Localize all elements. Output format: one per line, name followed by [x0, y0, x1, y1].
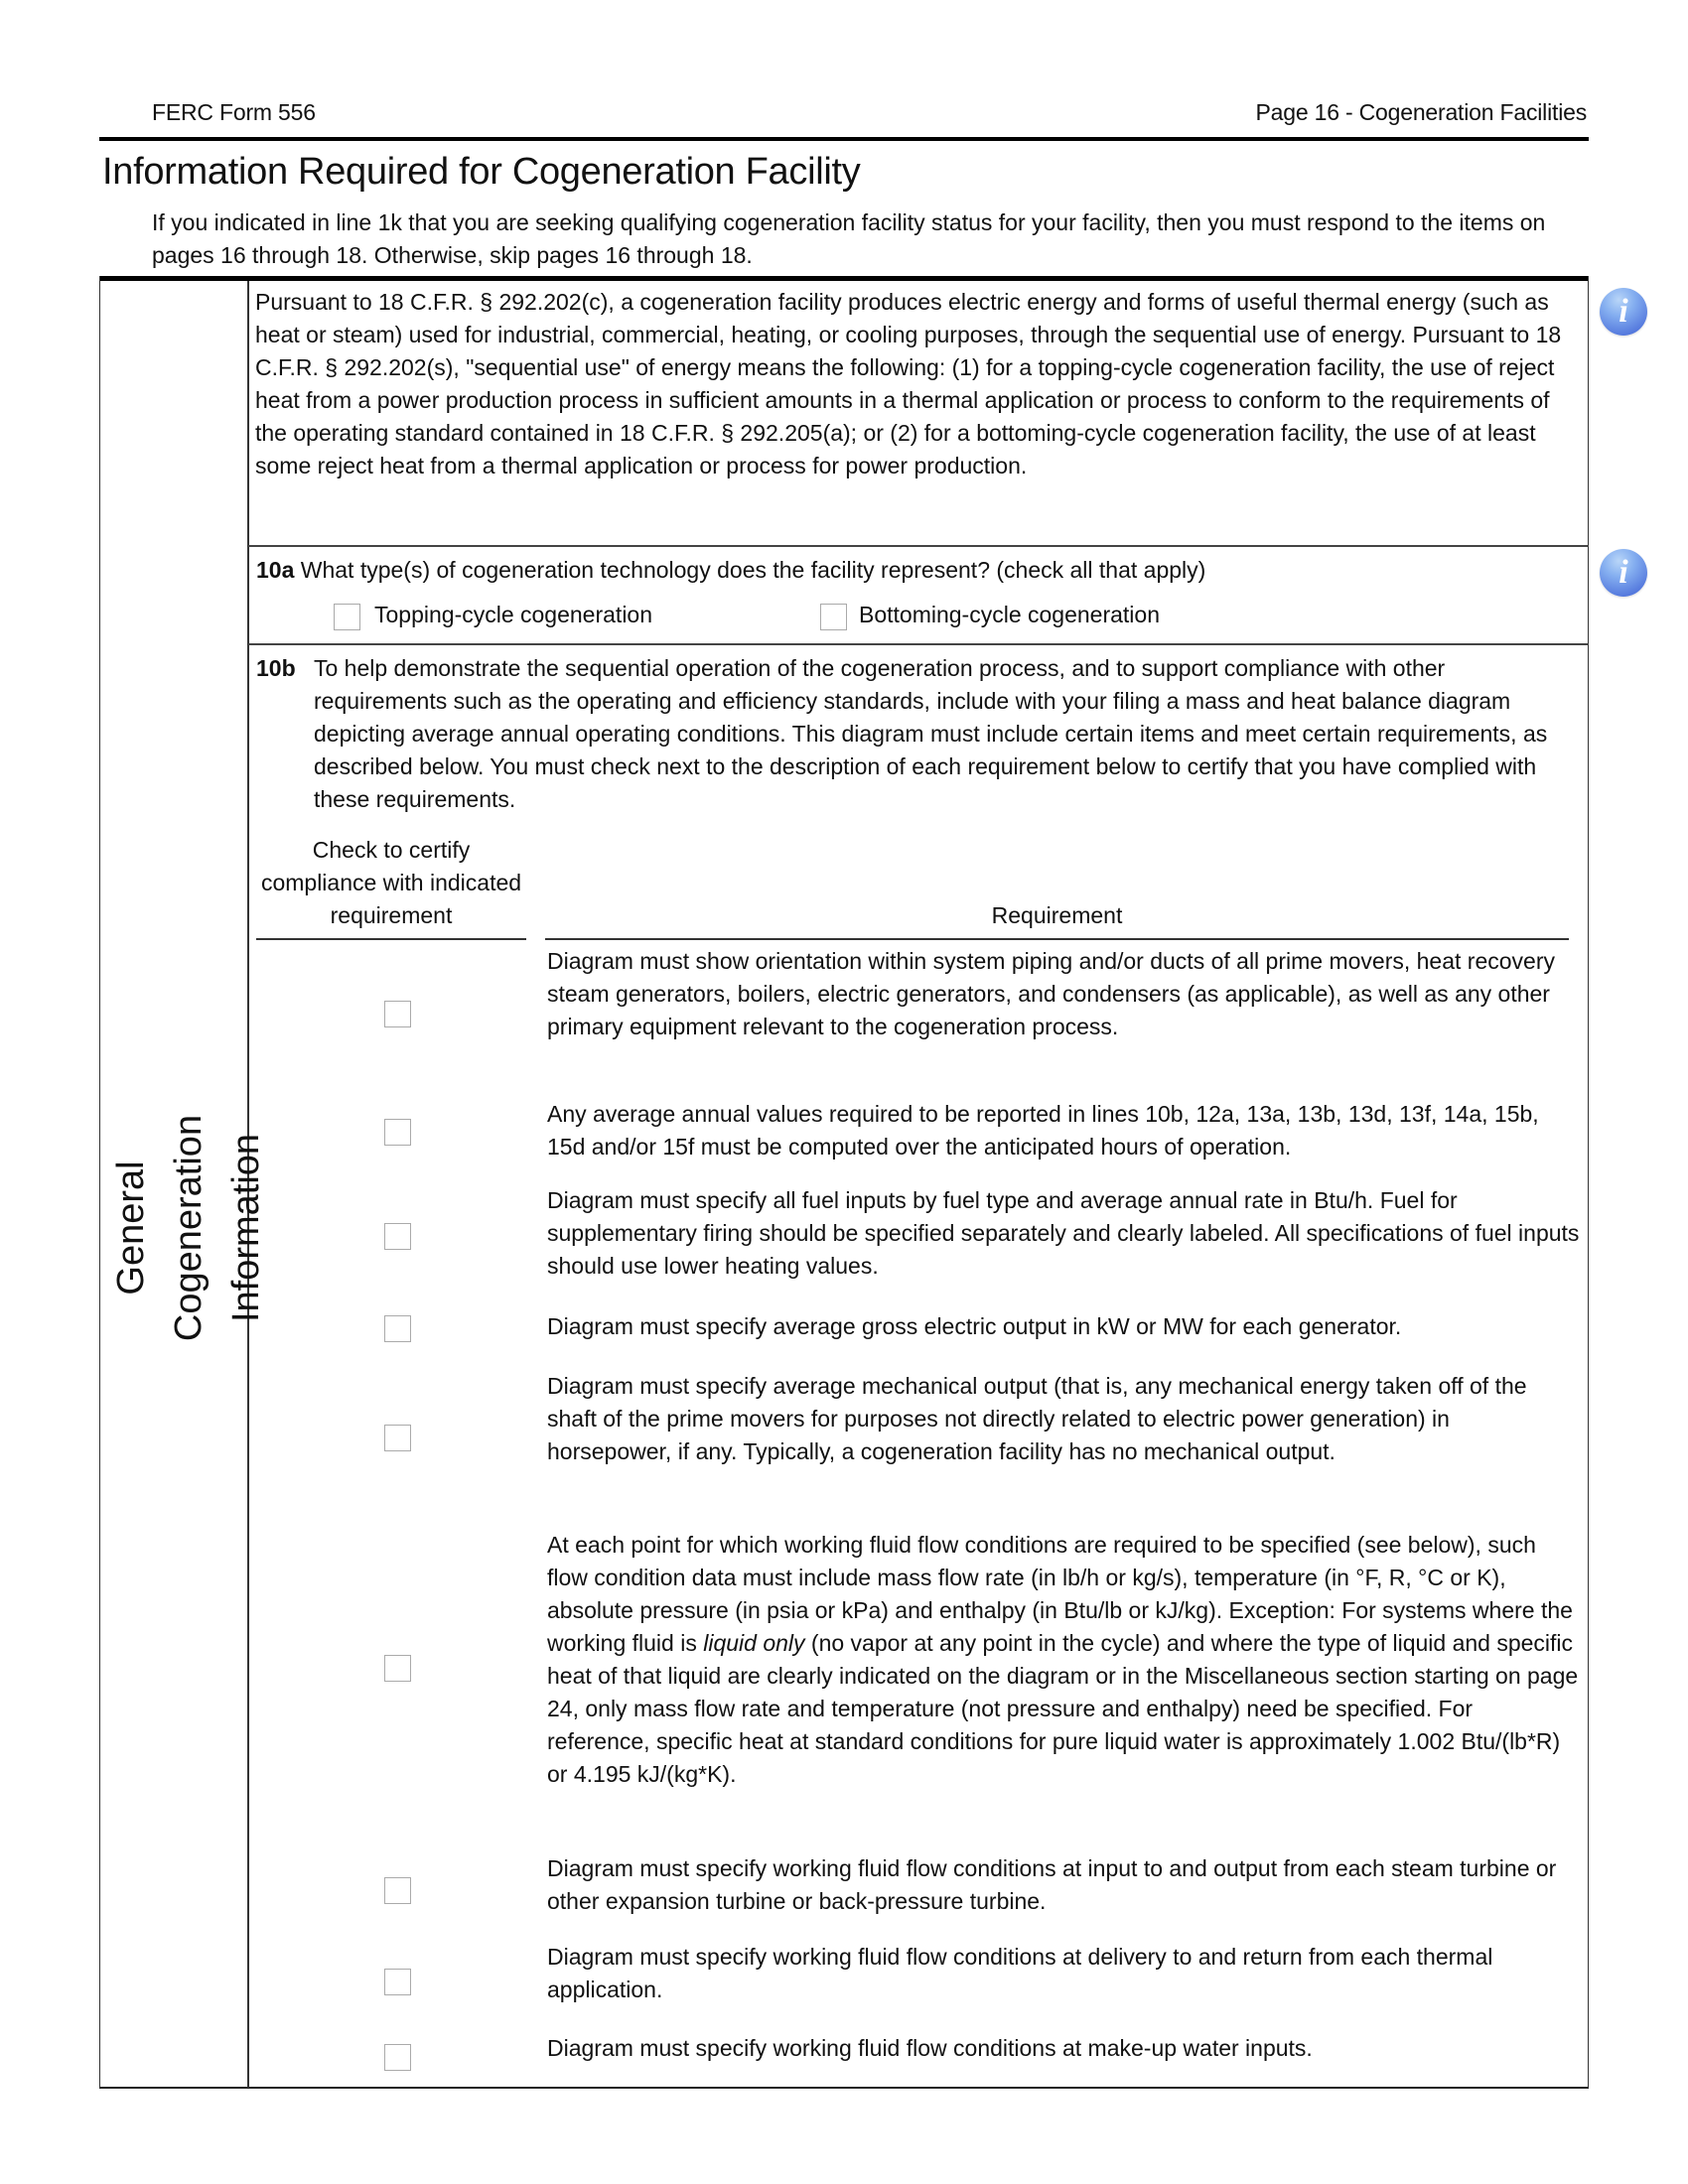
question-10b-text: To help demonstrate the sequential operation of the cogeneration process, and to support compliance with other requirements such as the operating and efficiency standards, include with your filing a mass and heat balance diagram depicting average annual operating conditions. This diagram must include certain items and meet certain requirements, as described below. You must check next to the description of each requirement below to certify that you have complied with these requirements. — [314, 655, 1548, 812]
info-icon[interactable]: i — [1600, 549, 1647, 597]
requirement-checkbox-7[interactable] — [384, 1877, 411, 1904]
definition-text: Pursuant to 18 C.F.R. § 292.202(c), a cogeneration facility produces electric energy and forms of useful thermal energy (such as heat or steam) used for industrial, commercial, heating, or cooling purposes, through the sequential use of energy. Pursuant to 18 C.F.R. § 292.202(s), "sequential use" of energy means the following: (1) for a topping-cycle cogeneration facility, the use of reject heat from a power production process in sufficient amounts in a thermal application or process to conform to the requirements of the operating standard contained in 18 C.F.R. § 292.205(a); or (2) for a bottoming-cycle cogeneration facility, the use of at least some reject heat from a thermal application or process for power production. — [255, 289, 1562, 478]
requirement-text-7: Diagram must specify working fluid flow conditions at input to and output from each steam turbine or other expansion turbine or back-pressure turbine. — [547, 1855, 1557, 1914]
divider-10b — [248, 643, 1589, 645]
requirement-text-6: At each point for which working fluid flow conditions are required to be specified (see below), such flow condition data must include mass flow rate (in lb/h or kg/s), temperature (in °F, R, °C or K), absolute pressure (in psia or kPa) and enthalpy (in Btu/lb or kJ/kg). Exception: For systems where the working fluid is liquid only (no vapor at any point in the cycle) and where the type of liquid and specific heat of that liquid are clearly indicated on the diagram or in the Miscellaneous section starting on page 24, only mass flow rate and temperature (not pressure and enthalpy) need be specified. For reference, specific heat at standard conditions for pure liquid water is approximately 1.002 Btu/(lb*R) or 4.195 kJ/(kg*K). — [547, 1532, 1579, 1787]
bottoming-cycle-label: Bottoming-cycle cogeneration — [859, 602, 1160, 627]
question-number: 10b — [256, 655, 296, 681]
section-frame — [99, 276, 1589, 2089]
page-label: Page 16 - Cogeneration Facilities — [1255, 99, 1587, 125]
requirement-column-underline — [545, 938, 1569, 940]
intro-text: If you indicated in line 1k that you are seeking qualifying cogeneration facility status for your facility, then you must respond to the items on pages 16 through 18. Otherwise, skip pages 16 through 18. — [152, 209, 1546, 268]
question-text: What type(s) of cogeneration technology does the facility represent? (check all that apply) — [300, 557, 1206, 583]
check-column-underline — [256, 938, 526, 940]
requirement-text-1: Diagram must show orientation within system piping and/or ducts of all prime movers, heat recovery steam generators, boilers, electric generators, and condensers (as applicable), as well as any other primary equipment relevant to the cogeneration process. — [547, 948, 1555, 1039]
requirement-checkbox-2[interactable] — [384, 1119, 411, 1146]
form-name: FERC Form 556 — [152, 99, 316, 125]
requirement-text-5: Diagram must specify average mechanical output (that is, any mechanical energy taken off of the shaft of the prime movers for purposes not directly related to electric power generation) in horsepower, if any. Typically, a cogeneration facility has no mechanical output. — [547, 1373, 1527, 1464]
requirement-text-8: Diagram must specify working fluid flow conditions at delivery to and return from each thermal application. — [547, 1944, 1493, 2002]
requirement-column-header: Requirement — [991, 902, 1123, 928]
requirement-text-4: Diagram must specify average gross electric output in kW or MW for each generator. — [547, 1313, 1402, 1339]
requirement-text-3: Diagram must specify all fuel inputs by fuel type and average annual rate in Btu/h. Fuel for supplementary firing should be specified separately and clearly labeled. All specifications of fuel inputs should use lower heating values. — [547, 1187, 1580, 1279]
sidebar-section-label — [102, 1079, 275, 1377]
requirement-checkbox-4[interactable] — [384, 1315, 411, 1342]
sidebar-label-line1: General Cogeneration — [110, 1114, 210, 1342]
requirement-checkbox-5[interactable] — [384, 1425, 411, 1451]
emphasis-liquid-only: liquid only — [703, 1630, 805, 1656]
requirement-text-2: Any average annual values required to be reported in lines 10b, 12a, 13a, 13b, 13d, 13f, 14a, 15b, 15d and/or 15f must be computed over the anticipated hours of operation. — [547, 1101, 1539, 1160]
sidebar-label-line2: Information — [225, 1133, 267, 1323]
divider-10a — [248, 545, 1589, 547]
bottoming-cycle-checkbox[interactable] — [820, 604, 847, 630]
requirement-checkbox-8[interactable] — [384, 1969, 411, 1995]
header-rule — [99, 137, 1589, 141]
requirement-checkbox-9[interactable] — [384, 2044, 411, 2071]
info-icon[interactable]: i — [1600, 288, 1647, 336]
question-number: 10a — [256, 557, 295, 583]
check-column-header: Check to certify compliance with indicated requirement — [260, 837, 522, 928]
requirement-checkbox-3[interactable] — [384, 1223, 411, 1250]
requirement-checkbox-1[interactable] — [384, 1001, 411, 1027]
requirement-checkbox-6[interactable] — [384, 1655, 411, 1682]
page-title: Information Required for Cogeneration Facility — [102, 151, 861, 193]
question-10a — [256, 554, 1577, 587]
topping-cycle-label: Topping-cycle cogeneration — [374, 602, 653, 627]
topping-cycle-checkbox[interactable] — [334, 604, 360, 630]
requirement-text-9: Diagram must specify working fluid flow conditions at make-up water inputs. — [547, 2035, 1313, 2061]
